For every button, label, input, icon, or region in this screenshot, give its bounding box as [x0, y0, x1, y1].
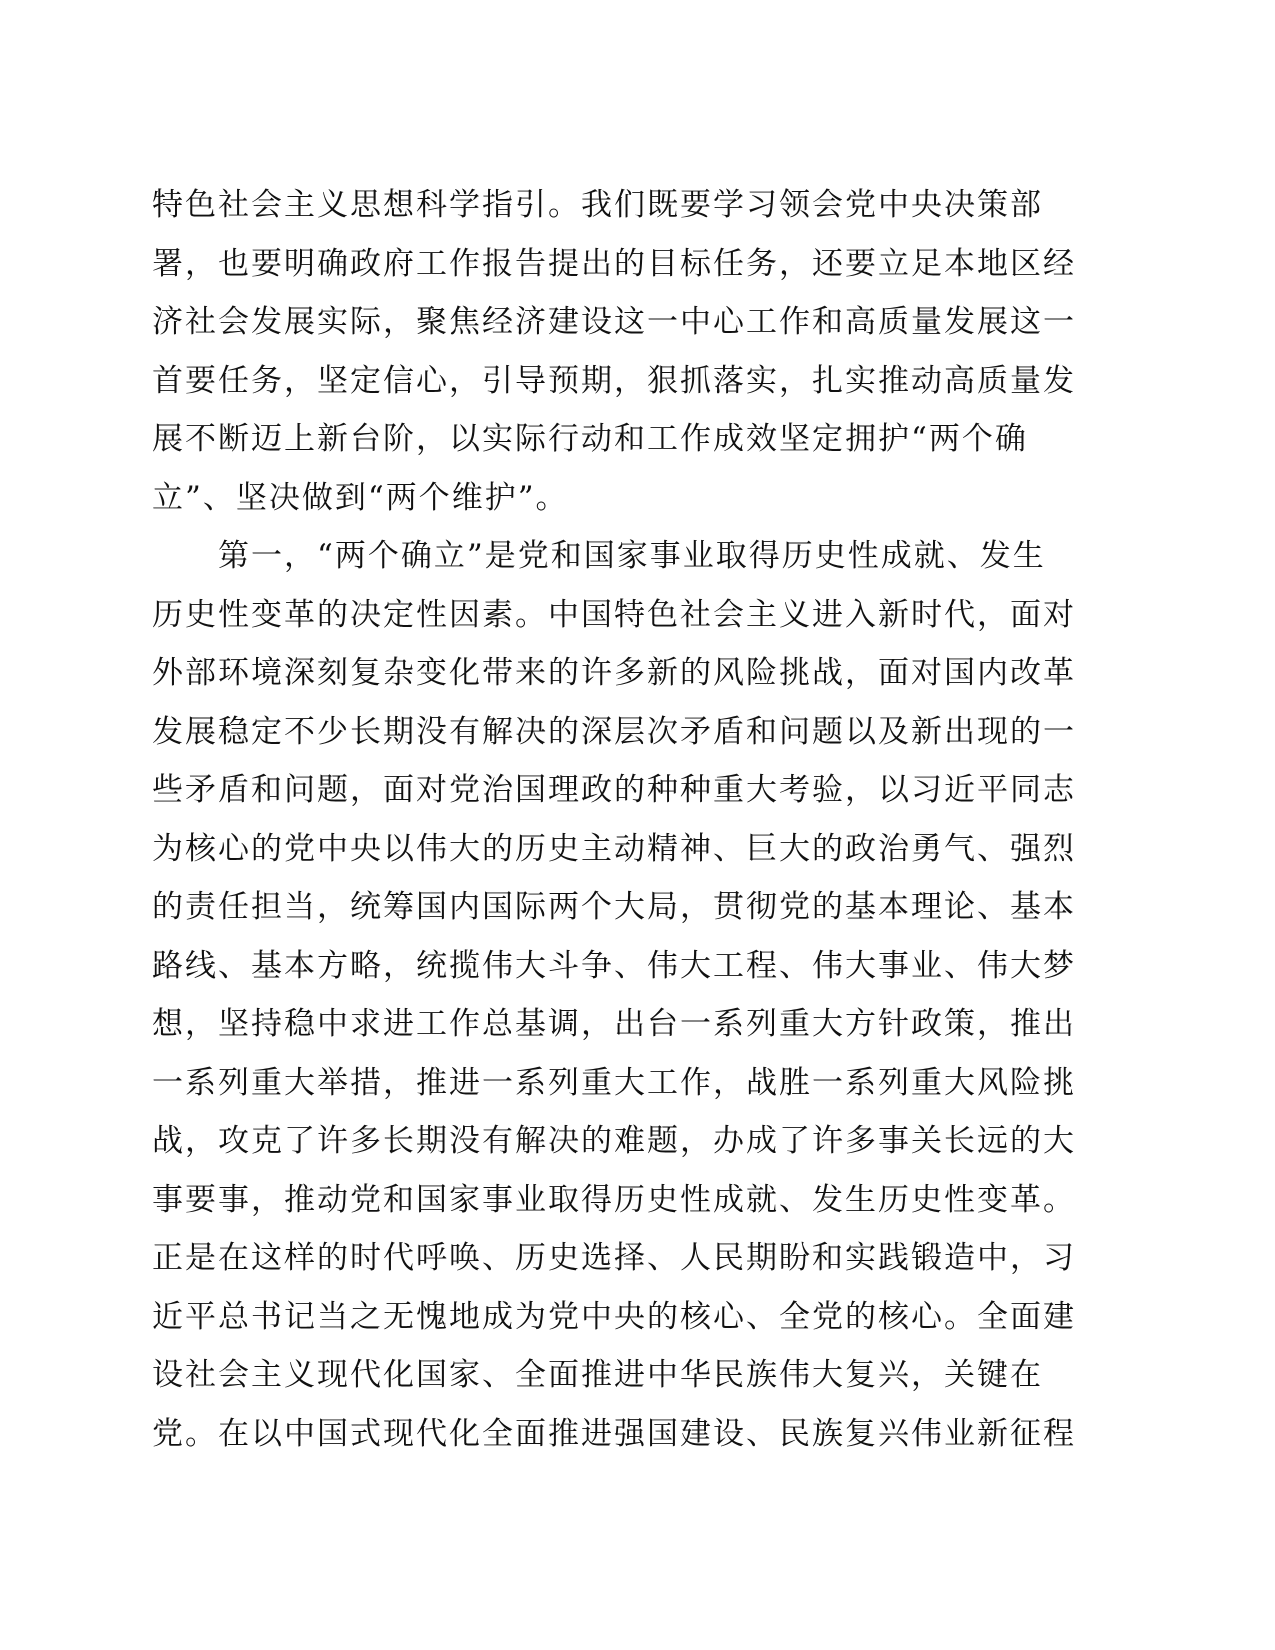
text-line: 历史性变革的决定性因素。中国特色社会主义进入新时代，面对	[152, 596, 1076, 633]
text-line: 特色社会主义思想科学指引。我们既要学习领会党中央决策部	[152, 187, 1043, 223]
text-line: 设社会主义现代化国家、全面推进中华民族伟大复兴，关键在	[152, 1357, 1043, 1393]
text-line: 济社会发展实际，聚焦经济建设这一中心工作和高质量发展这一	[152, 304, 1076, 340]
text-line: 首要任务，坚定信心，引导预期，狠抓落实，扎实推动高质量发	[152, 362, 1076, 399]
text-line: 一系列重大举措，推进一系列重大工作，战胜一系列重大风险挑	[152, 1064, 1076, 1101]
text-line: 党。在以中国式现代化全面推进强国建设、民族复兴伟业新征程	[152, 1415, 1076, 1452]
text-line: 立”、坚决做到“两个维护”。	[152, 479, 569, 516]
text-line: 近平总书记当之无愧地成为党中央的核心、全党的核心。全面建	[152, 1298, 1076, 1335]
text-line: 第一，“两个确立”是党和国家事业取得历史性成就、发生	[152, 538, 1046, 574]
text-line: 署，也要明确政府工作报告提出的目标任务，还要立足本地区经	[152, 245, 1076, 282]
text-line: 些矛盾和问题，面对党治国理政的种种重大考验，以习近平同志	[152, 772, 1076, 808]
text-line: 路线、基本方略，统揽伟大斗争、伟大工程、伟大事业、伟大梦	[152, 947, 1076, 984]
text-line: 事要事，推动党和国家事业取得历史性成就、发生历史性变革。	[152, 1181, 1076, 1218]
text-line: 战，攻克了许多长期没有解决的难题，办成了许多事关长远的大	[152, 1123, 1076, 1159]
body-text	[152, 176, 1082, 1463]
text-line: 为核心的党中央以伟大的历史主动精神、巨大的政治勇气、强烈	[152, 830, 1076, 867]
text-line: 想，坚持稳中求进工作总基调，出台一系列重大方针政策，推出	[152, 1006, 1076, 1042]
text-line: 外部环境深刻复杂变化带来的许多新的风险挑战，面对国内改革	[152, 655, 1076, 691]
text-line: 正是在这样的时代呼唤、历史选择、人民期盼和实践锻造中，习	[152, 1240, 1076, 1276]
text-line: 发展稳定不少长期没有解决的深层次矛盾和问题以及新出现的一	[152, 713, 1076, 750]
text-line: 的责任担当，统筹国内国际两个大局，贯彻党的基本理论、基本	[152, 889, 1076, 925]
text-line: 展不断迈上新台阶，以实际行动和工作成效坚定拥护“两个确	[152, 421, 1028, 457]
